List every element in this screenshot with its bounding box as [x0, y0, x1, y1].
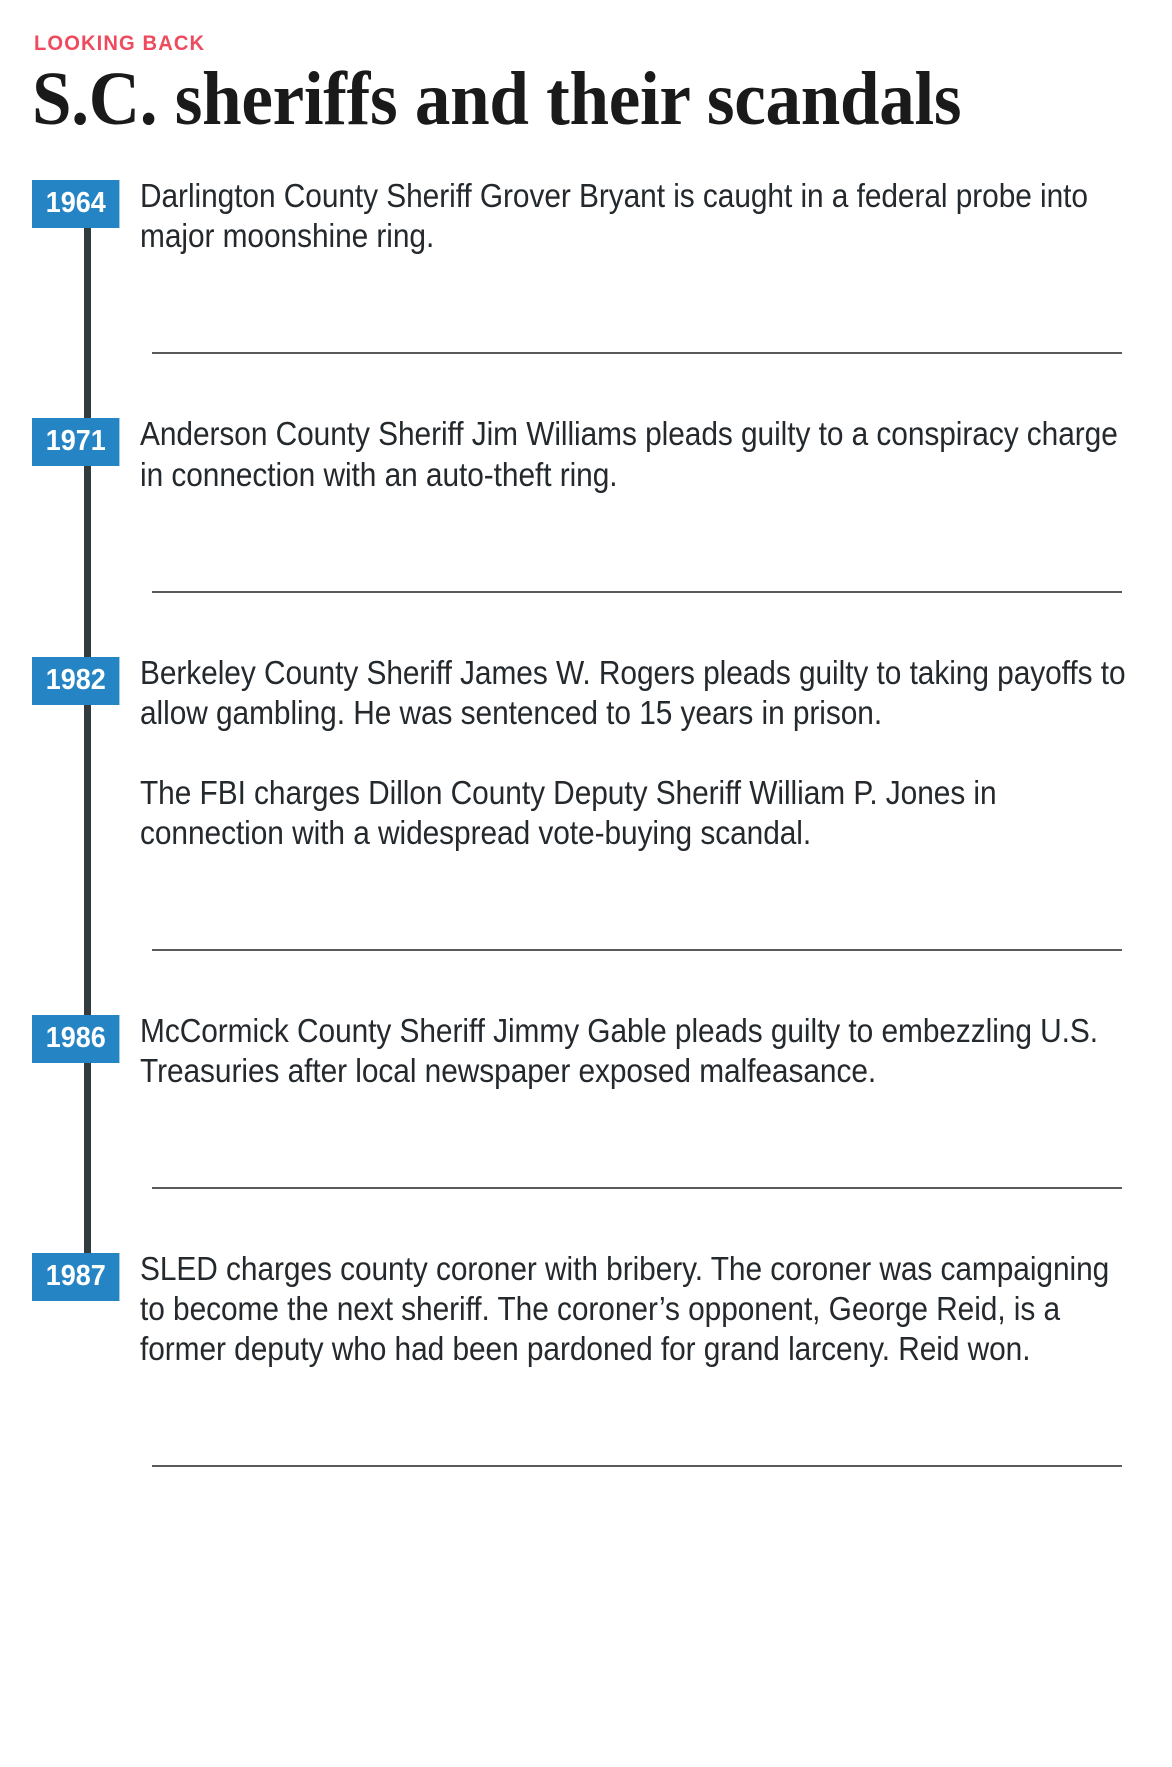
entry-body [140, 414, 1132, 494]
entry-body [140, 653, 1132, 853]
spacer [32, 354, 1132, 414]
year-badge: 1982 [32, 657, 119, 705]
timeline-entry [32, 653, 1132, 853]
year-badge: 1964 [32, 180, 119, 228]
spacer [32, 256, 1132, 352]
entry-divider [152, 1187, 1122, 1189]
entry-body [140, 1011, 1132, 1091]
spacer [32, 951, 1132, 1011]
spacer [32, 853, 1132, 949]
entry-divider [152, 949, 1122, 951]
entry-body [140, 1249, 1132, 1369]
divider-row [32, 352, 1132, 354]
timeline-entry [32, 414, 1132, 494]
spacer [32, 593, 1132, 653]
timeline [32, 176, 1132, 1467]
kicker-label: LOOKING BACK [34, 32, 206, 55]
entry-paragraph: Darlington County Sheriff Grover Bryant is caught in a federal probe into major moonshine ring. [140, 177, 1088, 255]
timeline-entry [32, 176, 1132, 256]
spacer [32, 1369, 1132, 1465]
entry-paragraph: Anderson County Sheriff Jim Williams pleads guilty to a conspiracy charge in connection with an auto-theft ring. [140, 415, 1118, 493]
spacer [32, 1091, 1132, 1187]
year-badge: 1986 [32, 1015, 119, 1063]
entry-divider [152, 591, 1122, 593]
header [32, 0, 1132, 141]
divider-row [32, 949, 1132, 951]
divider-row [32, 1187, 1132, 1189]
year-badge: 1971 [32, 418, 119, 466]
entry-paragraph: McCormick County Sheriff Jimmy Gable pleads guilty to embezzling U.S. Treasuries after local newspaper exposed malfeasance. [140, 1012, 1098, 1090]
entry-body [140, 176, 1132, 256]
entry-paragraph: Berkeley County Sheriff James W. Rogers pleads guilty to taking payoffs to allow gambling. He was sentenced to 15 years in prison. [140, 653, 1126, 731]
year-badge: 1987 [32, 1253, 119, 1301]
entry-divider [152, 1465, 1122, 1467]
divider-row [32, 591, 1132, 593]
page-title: S.C. sheriffs and their scandals [32, 57, 962, 141]
divider-row [32, 1465, 1132, 1467]
entry-paragraph: SLED charges county coroner with bribery. The coroner was campaigning to become the next sheriff. The coroner’s opponent, George Reid, is a former deputy who had been pardoned for grand larceny. Reid won. [140, 1250, 1110, 1368]
timeline-entry [32, 1011, 1132, 1091]
spacer [32, 1189, 1132, 1249]
entry-divider [152, 352, 1122, 354]
spacer [32, 495, 1132, 591]
entry-paragraph: The FBI charges Dillon County Deputy Sheriff William P. Jones in connection with a widespread vote-buying scandal. [140, 773, 997, 851]
timeline-entry [32, 1249, 1132, 1369]
